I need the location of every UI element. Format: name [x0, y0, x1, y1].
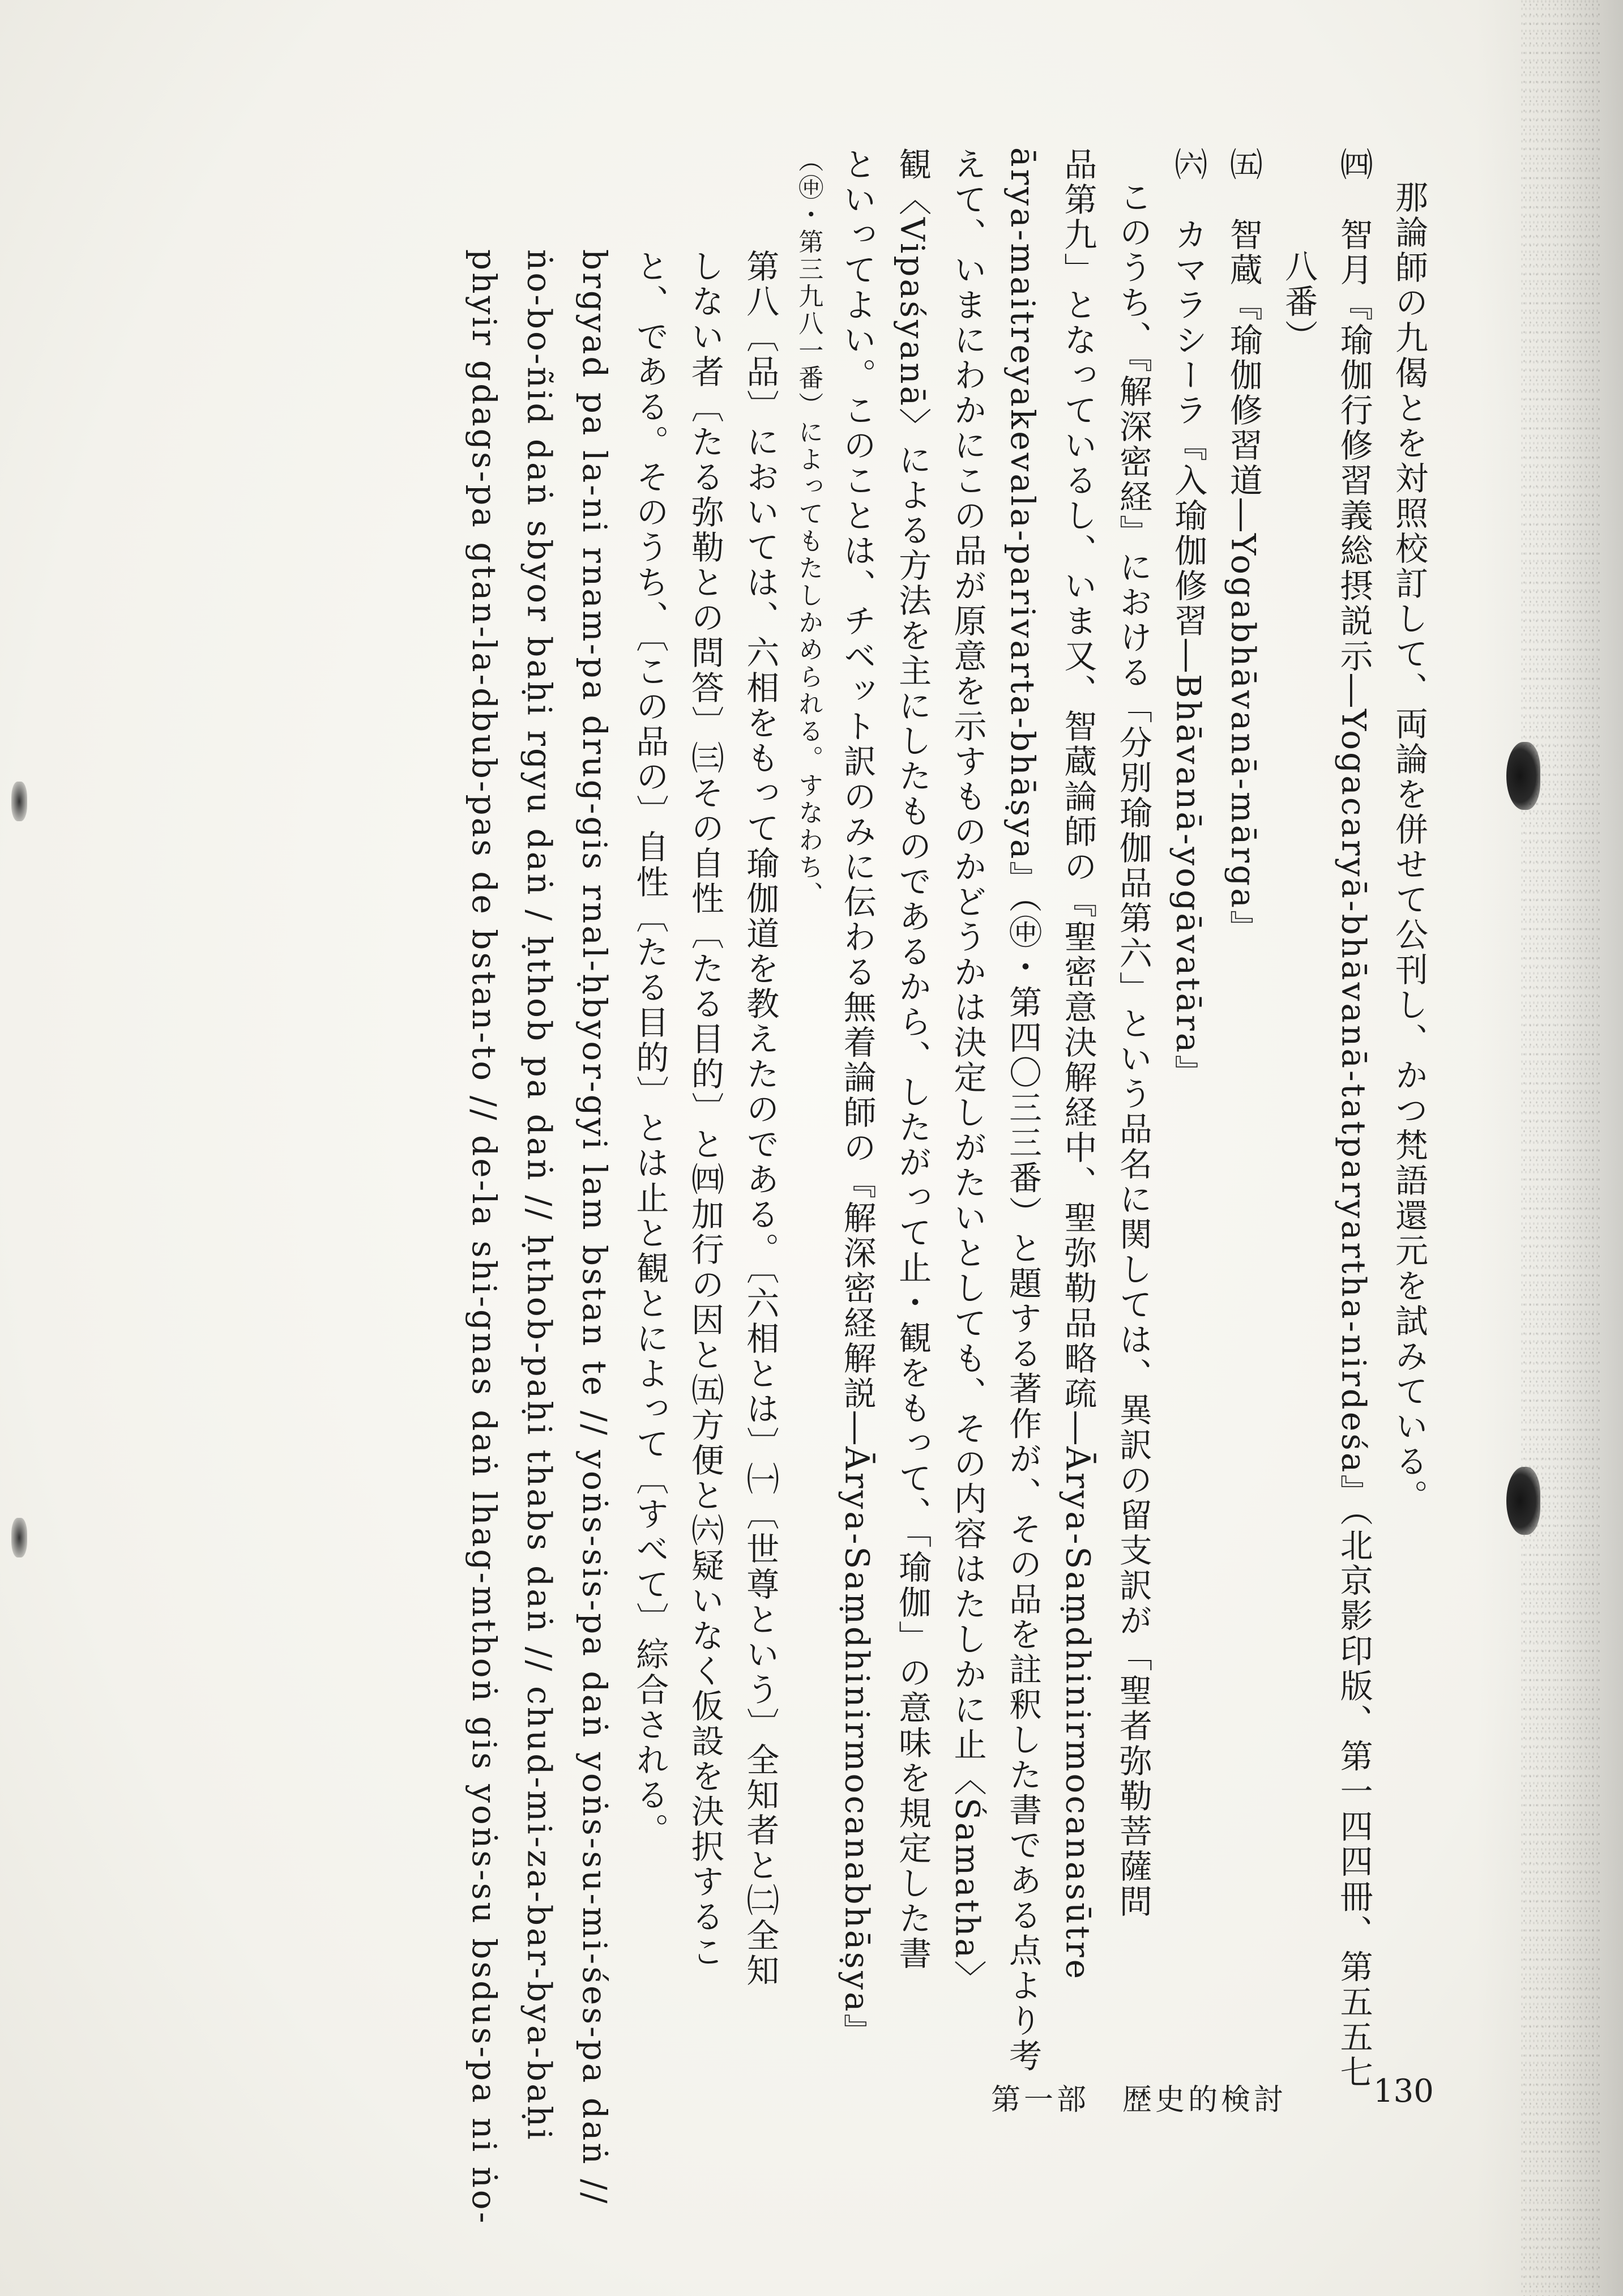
tibetan-transliteration-line: brgyad pa la-ni rnam-pa drug-gis rnal-ḥbyor-gyi lam bstan te // yoṅs-sis-pa daṅ yoṅs-su-mi-śes-pa daṅ // [575, 249, 614, 2206]
running-head: 第一部 歴史的検討 [991, 2083, 1287, 2117]
quotation-line: しない者〔たる弥勒との問答〕㈢その自性〔たる目的〕と㈣加行の因と㈤方便と㈥疑いなく仮設を決択するこ [685, 249, 724, 1970]
text-line: 八番） [1279, 249, 1318, 355]
tibetan-transliteration-line: phyir gdags-pa gtan-la-dbub-pas de bstan-to // de-la shi-gnas daṅ lhag-mthoṅ gis yoṅs-su bsdus-pa ni ṅo- [465, 249, 504, 2226]
scan-margin-mark [11, 1518, 27, 1557]
tibetan-transliteration-line: ṅo-bo-ñid daṅ sbyor baḥi rgyu daṅ / ḥthob pa daṅ // ḥthob-paḥi thabs daṅ // chud-mi-za-bar-bya-baḥi [520, 249, 559, 2142]
text-line: ㈤ 智蔵『瑜伽修習道―Yogabhāvanā-mārga』 [1224, 147, 1263, 945]
text-line: （㊥・第三九八一番）によってもたしかめられる。すなわち、 [794, 147, 823, 908]
scan-margin-mark [11, 782, 27, 821]
text-line: ㈣ 智月『瑜伽行修習義総摂説示―Yogacaryā-bhāvanā-tatparyartha-nirdeśa』（北京影印版、第一四四冊、第五五七 [1334, 147, 1373, 2090]
scan-edge-noise [1521, 0, 1600, 2296]
text-line: ㈥ カマラシーラ『入瑜伽修習―Bhāvanā-yogāvatāra』 [1169, 147, 1208, 1090]
text-line: 観〈Vipaśyanā〉による方法を主にしたものであるから、したがって止・観をもって、「瑜伽」の意味を規定した書 [893, 147, 932, 1972]
quotation-line: 第八〔品〕においては、六相をもって瑜伽道を教えたのである。〔六相とは〕㈠〔世尊という〕全知者と㈡全知 [741, 249, 780, 1988]
text-line: ārya-maitreyakevala-parivarta-bhāṣya』（㊥・第四〇三三番）と題する著作が、その品を註釈した書である点より考 [1003, 147, 1042, 2074]
binding-hole-mark [1506, 1467, 1540, 1535]
text-line: 那論師の九偈とを対照校訂して、両論を併せて公刊し、かつ梵語還元を試みている。 [1390, 180, 1428, 1514]
page-number: 130 [1373, 2073, 1434, 2110]
quotation-line: と、である。そのうち、〔この品の〕自性〔たる目的〕とは止と観とによって〔すべて〕綜合される。 [630, 249, 669, 1848]
text-line: といってよい。このことは、チベット訳のみに伝わる無着論師の『解深密経解説―Ārya-Saṃdhinirmocanabhāṣya』 [838, 147, 877, 2049]
text-line: 品第九」となっているし、いま又、智蔵論師の『聖密意決解経中、聖弥勒品略疏―Ārya-Saṃdhinirmocanasūtre [1058, 147, 1097, 1981]
binding-hole-mark [1506, 742, 1540, 810]
text-line: このうち、『解深密経』における「分別瑜伽品第六」という品名に関しては、異訳の留支訳が「聖者弥勒菩薩問 [1113, 180, 1152, 1919]
text-line: えて、いまにわかにこの品が原意を示すものかどうかは決定しがたいとしても、その内容はたしかに止〈Śamatha〉 [948, 147, 987, 1996]
